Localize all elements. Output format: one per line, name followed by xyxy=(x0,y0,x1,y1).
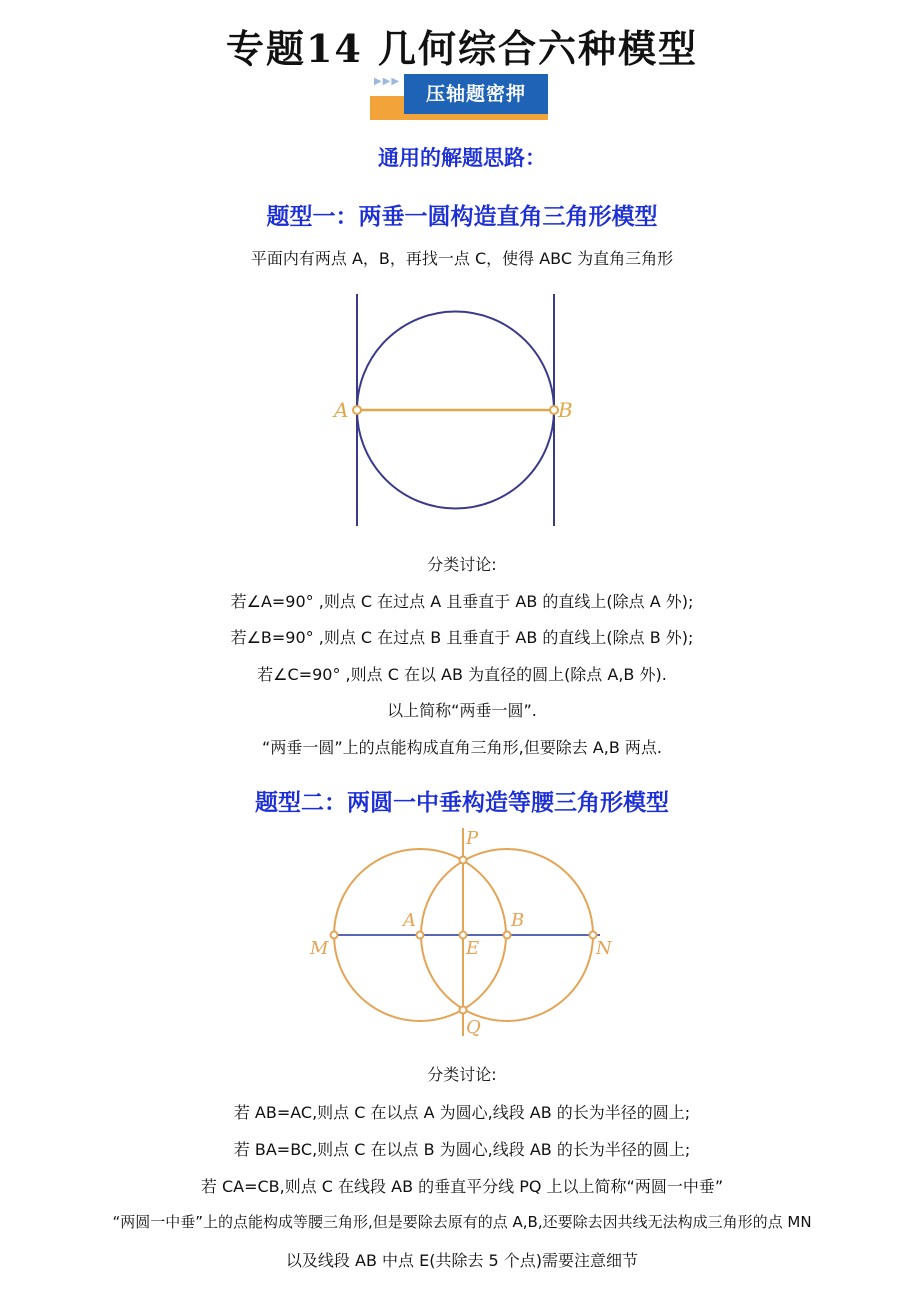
point-m xyxy=(331,932,338,939)
point-q xyxy=(460,1007,467,1014)
figure-two-perpendiculars-one-circle xyxy=(318,290,608,530)
label-a: A xyxy=(403,910,416,931)
section2-heading: 题型二：两圆一中垂构造等腰三角形模型 xyxy=(255,789,669,816)
point-a xyxy=(353,406,361,414)
label-m: M xyxy=(310,938,329,959)
point-a xyxy=(417,932,424,939)
point-b xyxy=(550,406,558,414)
section2-line: 以及线段 AB 中点 E(共除去 5 个点)需要注意细节 xyxy=(285,1251,639,1270)
label-a: A xyxy=(334,398,349,422)
section2-line: 若 BA=BC,则点 C 在以点 B 为圆心,线段 AB 的长为半径的圆上; xyxy=(233,1140,691,1159)
section1-line: “两垂一圆”上的点能构成直角三角形,但要除去 A,B 两点. xyxy=(262,738,662,757)
intro-heading: 通用的解题思路： xyxy=(378,145,546,170)
page-title: 专题14 几何综合六种模型 xyxy=(225,26,699,71)
section1-line: 若∠A=90° ,则点 C 在过点 A 且垂直于 AB 的直线上(除点 A 外); xyxy=(230,592,694,611)
section2-line: 若 CA=CB,则点 C 在线段 AB 的垂直平分线 PQ 上以上简称“两圆一中垂” xyxy=(200,1177,724,1196)
section2-discussion-title: 分类讨论: xyxy=(427,1065,497,1084)
arrow-icon: ▶▶▶ xyxy=(374,76,401,87)
section1-heading: 题型一：两垂一圆构造直角三角形模型 xyxy=(266,203,658,230)
label-b: B xyxy=(558,398,573,422)
label-b: B xyxy=(511,910,525,931)
section1-discussion-title: 分类讨论: xyxy=(427,555,497,574)
figure-two-circles-perpendicular-bisector xyxy=(290,822,640,1044)
section1-line: 以上简称“两垂一圆”. xyxy=(387,701,537,720)
section2-line: “两圆一中垂”上的点能构成等腰三角形,但是要除去原有的点 A,B,还要除去因共线无法构成三角形的点 MN xyxy=(112,1213,812,1231)
label-n: N xyxy=(596,938,612,959)
label-p: P xyxy=(466,828,479,849)
section1-lead: 平面内有两点 A，B，再找一点 C，使得 ABC 为直角三角形 xyxy=(250,249,674,268)
badge-label: 压轴题密押 xyxy=(404,74,548,114)
label-e: E xyxy=(466,938,480,959)
badge xyxy=(370,74,548,120)
point-p xyxy=(460,857,467,864)
section1-line: 若∠C=90° ,则点 C 在以 AB 为直径的圆上(除点 A,B 外). xyxy=(257,665,667,684)
section2-line: 若 AB=AC,则点 C 在以点 A 为圆心,线段 AB 的长为半径的圆上; xyxy=(233,1103,691,1122)
label-q: Q xyxy=(466,1017,481,1038)
section1-line: 若∠B=90° ,则点 C 在过点 B 且垂直于 AB 的直线上(除点 B 外); xyxy=(230,628,694,647)
point-b xyxy=(504,932,511,939)
